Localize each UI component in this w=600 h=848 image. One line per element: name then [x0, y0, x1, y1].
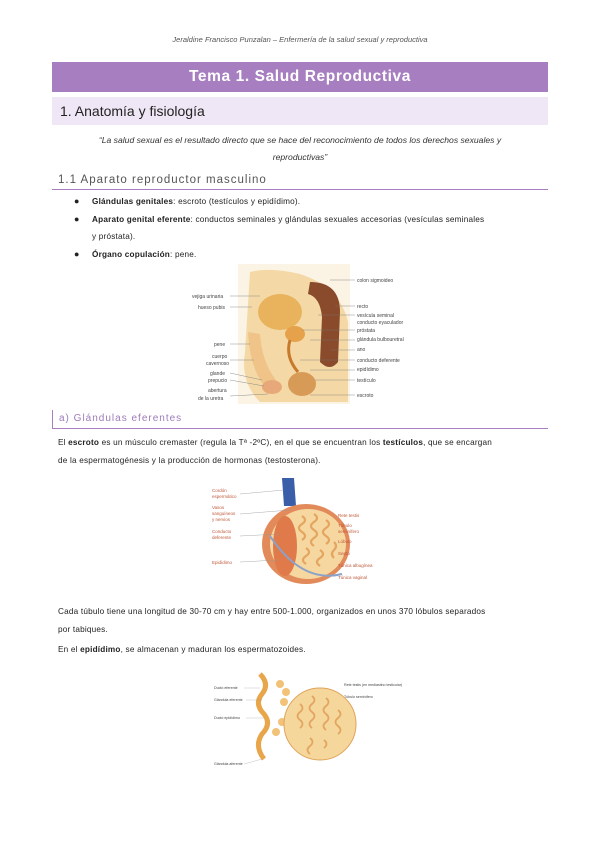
quote-line-2: reproductivas”	[272, 152, 328, 162]
bullet-term: Glándulas genitales	[92, 197, 174, 206]
figure-label: Glándula eferente	[214, 698, 243, 702]
testis-cross-section-figure	[210, 476, 390, 591]
figure-label: testículo	[357, 378, 376, 384]
paragraph-escroto	[58, 434, 546, 470]
figure-label: Túbulo	[338, 523, 352, 528]
figure-labels-left	[214, 686, 243, 766]
male-reproductive-anatomy-figure	[190, 262, 420, 407]
figure-label: Túnica vaginal	[338, 575, 368, 580]
figure-label: Epidídimo	[212, 560, 233, 565]
figure-label: Vasos	[212, 505, 225, 510]
figure-label: ano	[357, 347, 366, 353]
figure-label: colon sigmoideo	[357, 278, 394, 284]
list-item	[74, 246, 548, 264]
bullet-text: : pene.	[170, 249, 197, 259]
figure-labels-left	[192, 294, 229, 402]
figure-label: Rete testis	[338, 513, 360, 518]
list-item	[74, 211, 548, 246]
figure-label: Túbulo seminífero	[344, 695, 373, 699]
figure-label: epidídimo	[357, 367, 379, 373]
figure-label: de la uretra	[198, 396, 224, 402]
spermatic-cord-shape	[282, 478, 296, 506]
figure-label: sanguíneos	[212, 511, 236, 516]
bullet-text: : escroto (testículos y epidídimo).	[173, 197, 301, 206]
bullet-icon: ●	[74, 213, 80, 224]
bladder-shape	[258, 294, 302, 330]
figure-label: recto	[357, 304, 369, 310]
text-run: de la espermatogénesis y la producción de hormonas (testosterona).	[58, 456, 321, 465]
text-run: El	[58, 438, 69, 447]
figure-label: Conducto	[212, 529, 232, 534]
paragraph-tubulos	[58, 603, 546, 639]
figure-label: y nervios	[212, 517, 231, 522]
bullet-list	[74, 193, 548, 263]
quote-line-1: “La salud sexual es el resultado directo que se hace del reconocimiento de todos los derechos sexuales y	[98, 135, 502, 145]
figure-label: Lóbulo	[338, 539, 352, 544]
bullet-term: Órgano copulación	[92, 249, 171, 259]
bullet-icon: ●	[74, 196, 80, 206]
bullet-text: : conductos seminales y glándulas sexuales accesorias (vesículas seminales	[190, 214, 485, 224]
figure-label: conducto eyaculador	[357, 320, 404, 326]
text-run: En el	[58, 645, 81, 654]
figure-label: próstata	[357, 328, 376, 334]
figure-label: seminífero	[338, 529, 360, 534]
figure-label: deferente	[212, 535, 232, 540]
subsection-heading: 1.1 Aparato reproductor masculino	[52, 171, 548, 190]
figure-label: Rete testis (en mediastino testicular)	[344, 683, 403, 687]
figure-label: Septo	[338, 551, 350, 556]
paragraph-epididimo	[58, 641, 546, 659]
figure-label: Glándula aferente	[214, 762, 243, 766]
figure-labels-right	[357, 278, 404, 399]
figure-label: espermático	[212, 494, 237, 499]
bullet-icon: ●	[74, 248, 80, 259]
text-run: Cada túbulo tiene una longitud de 30-70 cm y hay entre 500-1.000, organizados en unos 370 lóbulos separados	[58, 607, 486, 616]
figure-label: escroto	[357, 393, 374, 399]
figure-labels-right	[344, 683, 402, 699]
text-run: , que se encargan	[423, 438, 493, 447]
term-testiculos: testículos	[382, 438, 424, 447]
page-title: Tema 1. Salud Reproductiva	[52, 62, 548, 92]
subheading-glandulas: a) Glándulas eferentes	[52, 410, 548, 429]
figure-label: Ductó epidídimo	[214, 716, 240, 720]
bullet-text-cont: y próstata).	[92, 232, 136, 241]
figure-label: Túnica albugínea	[338, 563, 373, 568]
text-run: es un músculo cremaster (regula la Tª -2ºC), en el que se encuentran los	[99, 438, 383, 447]
glans-shape	[262, 380, 282, 394]
figure-label: vejiga urinaria	[192, 294, 224, 300]
figure-label: cuerpo	[212, 354, 228, 360]
term-epididimo: epidídimo	[80, 645, 121, 654]
figure-label: conducto deferente	[357, 358, 400, 364]
figure-label: glande	[210, 371, 226, 377]
bullet-term: Aparato genital eferente	[92, 214, 191, 224]
figure-label: Cordón	[212, 488, 227, 493]
epididymis-duct-shape	[258, 674, 267, 759]
prostate-shape	[285, 326, 305, 342]
text-run: por tabiques.	[58, 625, 108, 634]
quote-block	[52, 132, 548, 166]
running-header: Jeraldine Francisco Punzalan – Enfermería de la salud sexual y reproductiva	[172, 35, 428, 44]
figure-labels-left	[212, 488, 237, 565]
figure-label: glándula bulbouretral	[357, 337, 404, 343]
figure-label: pene	[214, 342, 226, 348]
section-heading: 1. Anatomía y fisiología	[52, 97, 548, 125]
figure-label: vesícula seminal	[357, 313, 394, 319]
list-item	[74, 193, 548, 211]
figure-label: abertura	[208, 388, 227, 394]
figure-label: hueso pubis	[198, 305, 225, 311]
figure-label: Ductó eferente	[214, 686, 238, 690]
testis-shape	[288, 372, 316, 396]
figure-label: prepucio	[208, 378, 228, 384]
epididymis-figure	[210, 664, 403, 774]
text-run: , se almacenan y maduran los espermatozoides.	[120, 645, 306, 654]
term-escroto: escroto	[68, 438, 100, 447]
figure-label: cavernoso	[206, 361, 230, 367]
